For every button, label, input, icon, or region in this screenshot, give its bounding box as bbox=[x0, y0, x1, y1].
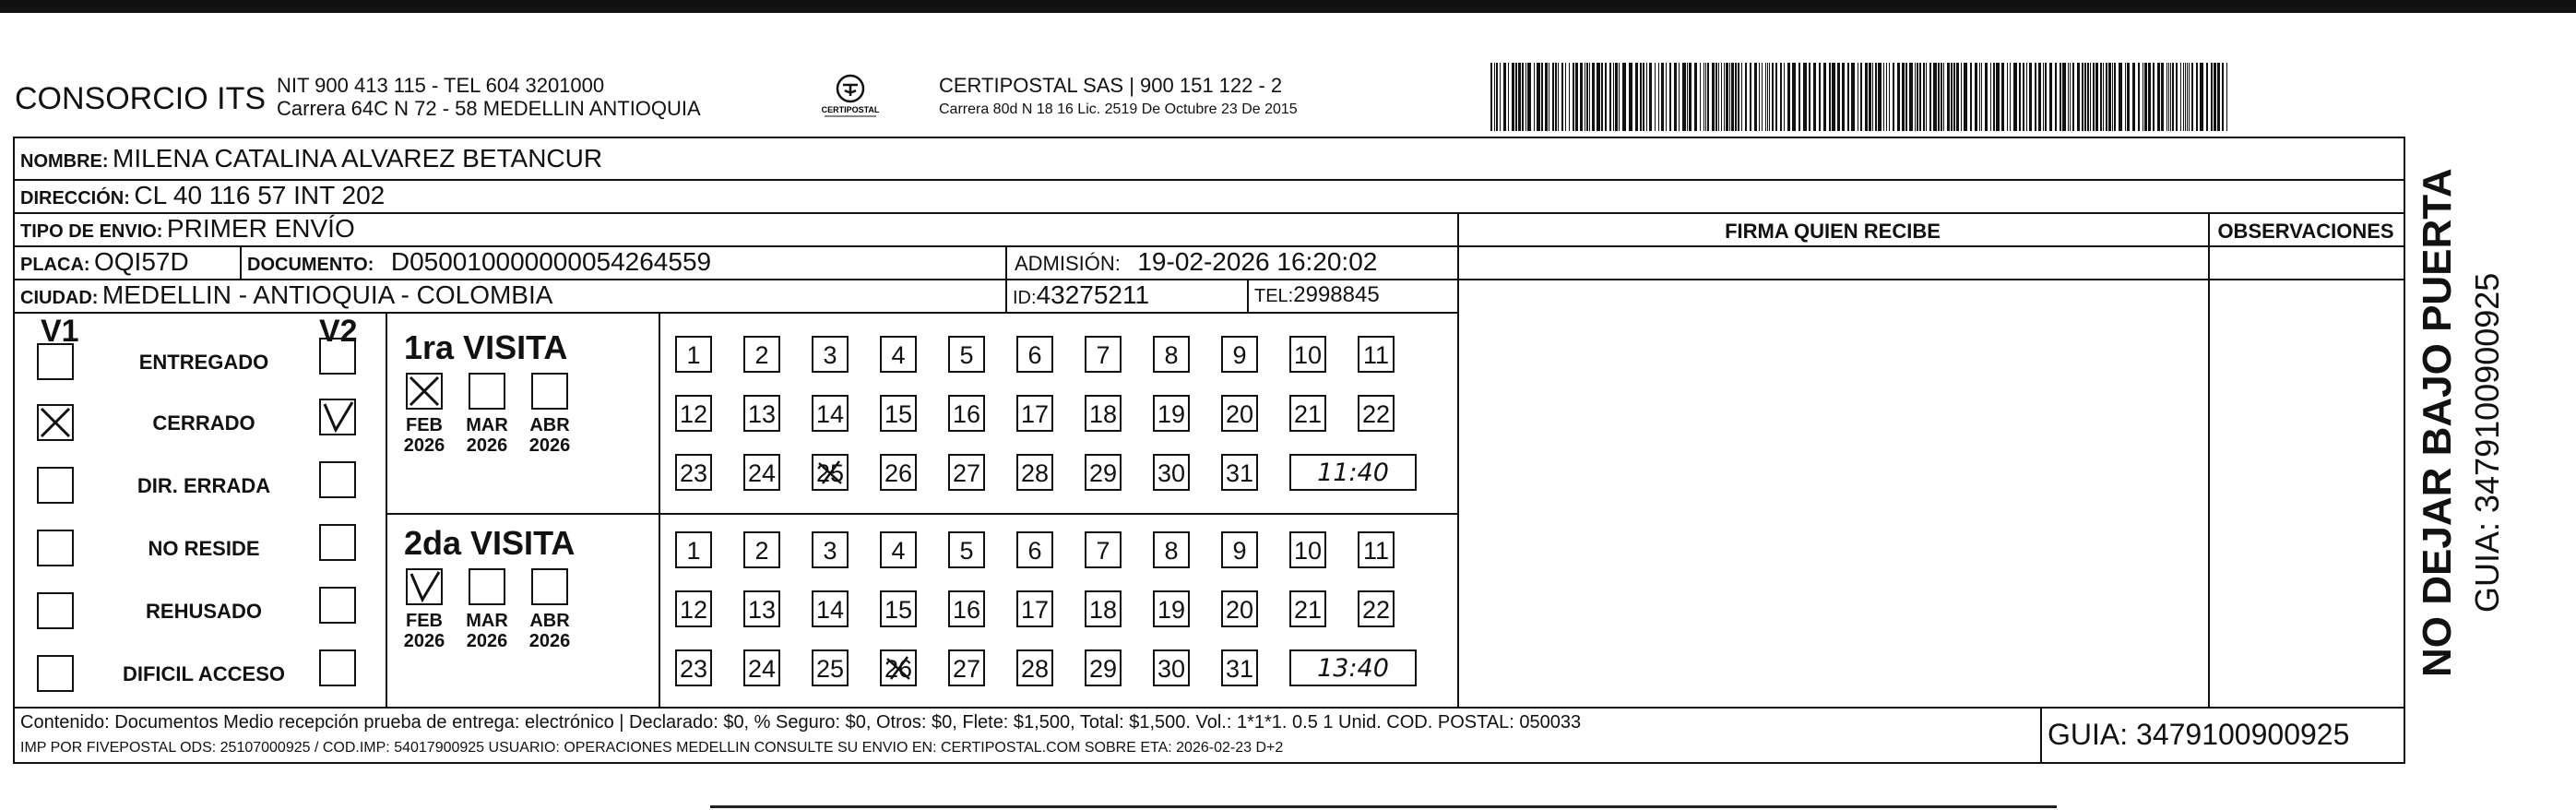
day-box[interactable]: 26 bbox=[880, 649, 917, 686]
day-box[interactable]: 16 bbox=[948, 590, 985, 627]
day-box[interactable]: 13 bbox=[743, 395, 780, 432]
day-box[interactable]: 1 bbox=[675, 336, 712, 373]
day-box[interactable]: 26 bbox=[880, 454, 917, 491]
certipostal-info bbox=[939, 74, 1298, 122]
v2-checkbox[interactable] bbox=[319, 524, 356, 561]
day-box[interactable]: 6 bbox=[1016, 531, 1053, 568]
day-box[interactable]: 11 bbox=[1358, 531, 1395, 568]
footer-guia: GUIA: 3479100900925 bbox=[2048, 718, 2350, 751]
day-box[interactable]: 22 bbox=[1358, 590, 1395, 627]
month-label: ABR 2026 bbox=[528, 415, 571, 456]
status-label: DIR. ERRADA bbox=[137, 474, 271, 497]
day-box[interactable]: 20 bbox=[1221, 395, 1258, 432]
day-box[interactable]: 5 bbox=[948, 531, 985, 568]
tel-label: TEL: bbox=[1254, 286, 1294, 306]
documento-cell bbox=[247, 247, 711, 277]
day-box[interactable]: 22 bbox=[1358, 395, 1395, 432]
day-box[interactable]: 12 bbox=[675, 395, 712, 432]
footer-print-line: IMP POR FIVEPOSTAL ODS: 25107000925 / COD.IMP: 54017900925 USUARIO: OPERACIONES MEDELLIN CONSULTE SU ENVIO EN: CERTIPOSTAL.COM SOBRE ETA: 2026-02-23 D+2 bbox=[20, 740, 1284, 756]
observaciones-header: OBSERVACIONES bbox=[2217, 220, 2394, 243]
day-box[interactable]: 7 bbox=[1085, 336, 1122, 373]
company-info bbox=[277, 74, 701, 120]
id-label: ID: bbox=[1013, 288, 1037, 308]
month-label: FEB 2026 bbox=[403, 611, 445, 651]
v2-checkbox[interactable] bbox=[319, 338, 356, 375]
status-label: CERRADO bbox=[152, 411, 255, 435]
day-box[interactable]: 15 bbox=[880, 590, 917, 627]
day-box[interactable]: 25 bbox=[812, 454, 849, 491]
day-box[interactable]: 21 bbox=[1289, 590, 1326, 627]
delivery-form bbox=[13, 137, 2405, 764]
day-box[interactable]: 11 bbox=[1358, 336, 1395, 373]
day-box[interactable]: 9 bbox=[1221, 336, 1258, 373]
day-box[interactable]: 4 bbox=[880, 531, 917, 568]
cert-line-1: CERTIPOSTAL SAS | 900 151 122 - 2 bbox=[939, 74, 1283, 97]
tel-value: 2998845 bbox=[1293, 282, 1380, 307]
certipostal-logo bbox=[813, 72, 887, 120]
v1-label: V1 bbox=[41, 314, 79, 349]
barcode bbox=[1490, 63, 2228, 131]
day-box[interactable]: 28 bbox=[1016, 454, 1053, 491]
admision-label: ADMISIÓN: bbox=[1015, 252, 1121, 275]
logo-text: CERTIPOSTAL bbox=[821, 105, 880, 114]
day-box[interactable]: 27 bbox=[948, 649, 985, 686]
day-box[interactable]: 19 bbox=[1153, 590, 1190, 627]
day-box[interactable]: 29 bbox=[1085, 454, 1122, 491]
id-cell bbox=[1013, 280, 1149, 310]
status-label: NO RESIDE bbox=[148, 537, 260, 560]
day-box[interactable]: 28 bbox=[1016, 649, 1053, 686]
direccion-label: DIRECCIÓN: bbox=[20, 188, 130, 208]
documento-value: D050010000000054264559 bbox=[390, 247, 712, 276]
top-border bbox=[0, 0, 2576, 13]
bottom-line bbox=[710, 805, 2057, 808]
tipo-label: TIPO DE ENVIO: bbox=[20, 221, 163, 242]
day-box[interactable]: 31 bbox=[1221, 454, 1258, 491]
day-box[interactable]: 24 bbox=[743, 454, 780, 491]
day-box[interactable]: 24 bbox=[743, 649, 780, 686]
address-line: Carrera 64C N 72 - 58 MEDELLIN ANTIOQUIA bbox=[277, 97, 701, 120]
day-box[interactable]: 4 bbox=[880, 336, 917, 373]
ciudad-value: MEDELLIN - ANTIOQUIA - COLOMBIA bbox=[101, 280, 553, 309]
placa-cell bbox=[20, 247, 189, 277]
day-box[interactable]: 9 bbox=[1221, 531, 1258, 568]
day-box[interactable]: 31 bbox=[1221, 649, 1258, 686]
day-box[interactable]: 2 bbox=[743, 531, 780, 568]
day-box[interactable]: 25 bbox=[812, 649, 849, 686]
v2-checkbox[interactable] bbox=[319, 649, 356, 686]
admision-value: 19-02-2026 16:20:02 bbox=[1137, 247, 1378, 276]
day-box[interactable]: 20 bbox=[1221, 590, 1258, 627]
day-box[interactable]: 30 bbox=[1153, 649, 1190, 686]
footer-content-line: Contenido: Documentos Medio recepción prueba de entrega: electrónico | Declarado: $0, % Seguro: $0, Otros: $0, Flete: $1,500, Total: $1,500. Vol.: 1*1*1. 0.5 1 Unid. COD. POSTAL: 050033 bbox=[20, 712, 1582, 733]
day-box[interactable]: 3 bbox=[812, 336, 849, 373]
day-box[interactable]: 23 bbox=[675, 454, 712, 491]
day-box[interactable]: 17 bbox=[1016, 395, 1053, 432]
v1-checkbox[interactable] bbox=[37, 655, 74, 692]
v2-checkbox[interactable] bbox=[319, 587, 356, 624]
v2-label: V2 bbox=[319, 314, 358, 349]
month-checkbox-abr[interactable] bbox=[531, 373, 568, 410]
v1-checkbox[interactable] bbox=[37, 592, 74, 629]
side-guia: GUIA: 3479100900925 bbox=[2468, 272, 2506, 613]
month-checkbox-abr[interactable] bbox=[531, 568, 568, 605]
nombre-row bbox=[20, 144, 602, 173]
day-box[interactable]: 30 bbox=[1153, 454, 1190, 491]
placa-label: PLACA: bbox=[20, 255, 90, 275]
day-box[interactable]: 10 bbox=[1289, 336, 1326, 373]
month-label: ABR 2026 bbox=[528, 611, 571, 651]
tipo-row bbox=[20, 214, 355, 244]
tipo-value: PRIMER ENVÍO bbox=[166, 214, 355, 243]
v1-checkbox[interactable] bbox=[37, 530, 74, 566]
month-checkbox-mar[interactable] bbox=[469, 568, 505, 605]
day-box[interactable]: 7 bbox=[1085, 531, 1122, 568]
day-box[interactable]: 18 bbox=[1085, 590, 1122, 627]
ciudad-label: CIUDAD: bbox=[20, 288, 99, 308]
month-label: MAR 2026 bbox=[466, 611, 508, 651]
v2-checkbox[interactable] bbox=[319, 461, 356, 498]
day-box[interactable]: 18 bbox=[1085, 395, 1122, 432]
month-checkbox-feb[interactable] bbox=[406, 373, 443, 410]
ciudad-cell bbox=[20, 280, 552, 310]
tel-cell bbox=[1254, 282, 1380, 308]
firma-header: FIRMA QUIEN RECIBE bbox=[1725, 220, 1941, 243]
status-label: DIFICIL ACCESO bbox=[122, 662, 285, 685]
day-box[interactable]: 12 bbox=[675, 590, 712, 627]
id-value: 43275211 bbox=[1036, 280, 1150, 309]
month-label: FEB 2026 bbox=[403, 415, 445, 456]
day-box[interactable]: 8 bbox=[1153, 336, 1190, 373]
direccion-row bbox=[20, 181, 385, 210]
day-box[interactable]: 8 bbox=[1153, 531, 1190, 568]
day-box[interactable]: 19 bbox=[1153, 395, 1190, 432]
nombre-label: NOMBRE: bbox=[20, 151, 109, 172]
nombre-value: MILENA CATALINA ALVAREZ BETANCUR bbox=[113, 144, 603, 173]
direccion-value: CL 40 116 57 INT 202 bbox=[134, 181, 386, 209]
second-visit-title: 2da VISITA bbox=[404, 524, 576, 562]
day-box[interactable]: 14 bbox=[812, 395, 849, 432]
cert-line-2: Carrera 80d N 18 16 Lic. 2519 De Octubre 23 De 2015 bbox=[939, 101, 1298, 117]
first-visit-title: 1ra VISITA bbox=[404, 328, 568, 366]
day-box[interactable]: 6 bbox=[1016, 336, 1053, 373]
v1-checkbox[interactable] bbox=[37, 404, 74, 441]
time-box[interactable]: 13:40 bbox=[1289, 649, 1417, 686]
time-box[interactable]: 11:40 bbox=[1289, 454, 1417, 491]
day-box[interactable]: 16 bbox=[948, 395, 985, 432]
no-dejar-bajo-puerta: NO DEJAR BAJO PUERTA bbox=[2415, 168, 2460, 677]
v1-checkbox[interactable] bbox=[37, 343, 74, 380]
day-box[interactable]: 23 bbox=[675, 649, 712, 686]
month-checkbox-mar[interactable] bbox=[469, 373, 505, 410]
status-label: ENTREGADO bbox=[138, 351, 269, 374]
day-box[interactable]: 27 bbox=[948, 454, 985, 491]
documento-label: DOCUMENTO: bbox=[247, 255, 374, 275]
day-box[interactable]: 2 bbox=[743, 336, 780, 373]
day-box[interactable]: 21 bbox=[1289, 395, 1326, 432]
company-name: CONSORCIO ITS bbox=[15, 81, 267, 116]
day-box[interactable]: 1 bbox=[675, 531, 712, 568]
day-box[interactable]: 29 bbox=[1085, 649, 1122, 686]
day-box[interactable]: 17 bbox=[1016, 590, 1053, 627]
placa-value: OQI57D bbox=[94, 247, 189, 276]
status-label: REHUSADO bbox=[146, 600, 262, 623]
nit-line: NIT 900 413 115 - TEL 604 3201000 bbox=[277, 74, 605, 97]
day-box[interactable]: 15 bbox=[880, 395, 917, 432]
v2-checkbox[interactable] bbox=[319, 399, 356, 435]
day-box[interactable]: 5 bbox=[948, 336, 985, 373]
month-label: MAR 2026 bbox=[466, 415, 508, 456]
day-box[interactable]: 13 bbox=[743, 590, 780, 627]
admision-cell bbox=[1015, 247, 1377, 277]
month-checkbox-feb[interactable] bbox=[406, 568, 443, 605]
day-box[interactable]: 10 bbox=[1289, 531, 1326, 568]
day-box[interactable]: 14 bbox=[812, 590, 849, 627]
day-box[interactable]: 3 bbox=[812, 531, 849, 568]
v1-checkbox[interactable] bbox=[37, 467, 74, 504]
